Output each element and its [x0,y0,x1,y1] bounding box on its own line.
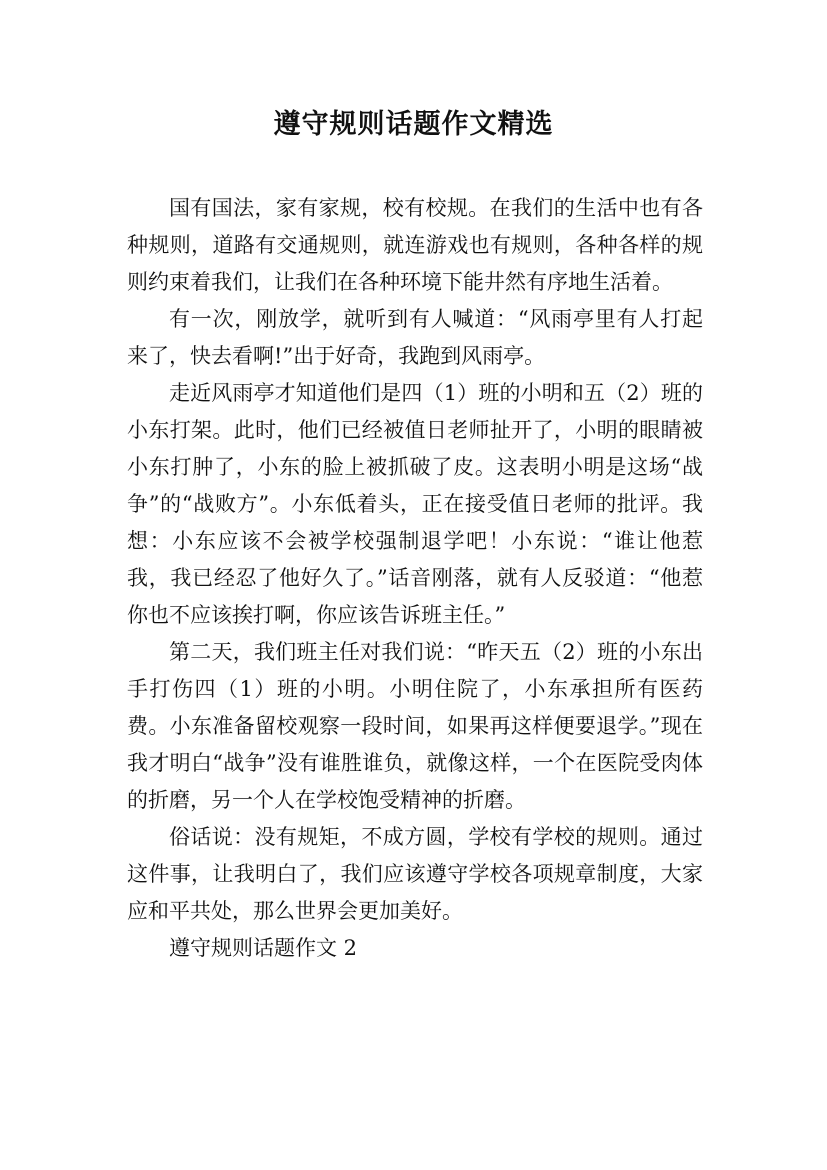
paragraph-3: 走近风雨亭才知道他们是四（1）班的小明和五（2）班的小东打架。此时，他们已经被值日老师扯开了，小明的眼睛被小东打肿了，小东的脸上被抓破了皮。这表明小明是这场“战争”的“战败方”。小东低着头，正在接受值日老师的批评。我想：小东应该不会被学校强制退学吧！小东说：“谁让他惹我，我已经忍了他好久了。”话音刚落，就有人反驳道：“他惹你也不应该挨打啊，你应该告诉班主任。” [127,381,703,627]
next-essay-heading: 遵守规则话题作文 2 [169,936,358,960]
paragraph-1: 国有国法，家有家规，校有校规。在我们的生活中也有各种规则，道路有交通规则，就连游戏也有规则，各种各样的规则约束着我们，让我们在各种环境下能井然有序地生活着。 [127,196,703,294]
document-body [127,190,703,967]
paragraph-5: 俗话说：没有规矩，不成方圆，学校有学校的规则。通过这件事，让我明白了，我们应该遵守学校各项规章制度，大家应和平共处，那么世界会更加美好。 [127,825,703,923]
paragraph-4: 第二天，我们班主任对我们说：“昨天五（2）班的小东出手打伤四（1）班的小明。小明住院了，小东承担所有医药费。小东准备留校观察一段时间，如果再这样便要退学。”现在我才明白“战争”没有谁胜谁负，就像这样，一个在医院受肉体的折磨，另一个人在学校饱受精神的折磨。 [127,640,703,812]
document-title: 遵守规则话题作文精选 [273,109,554,140]
paragraph-2: 有一次，刚放学，就听到有人喊道：“风雨亭里有人打起来了，快去看啊!”出于好奇，我跑到风雨亭。 [127,307,703,368]
